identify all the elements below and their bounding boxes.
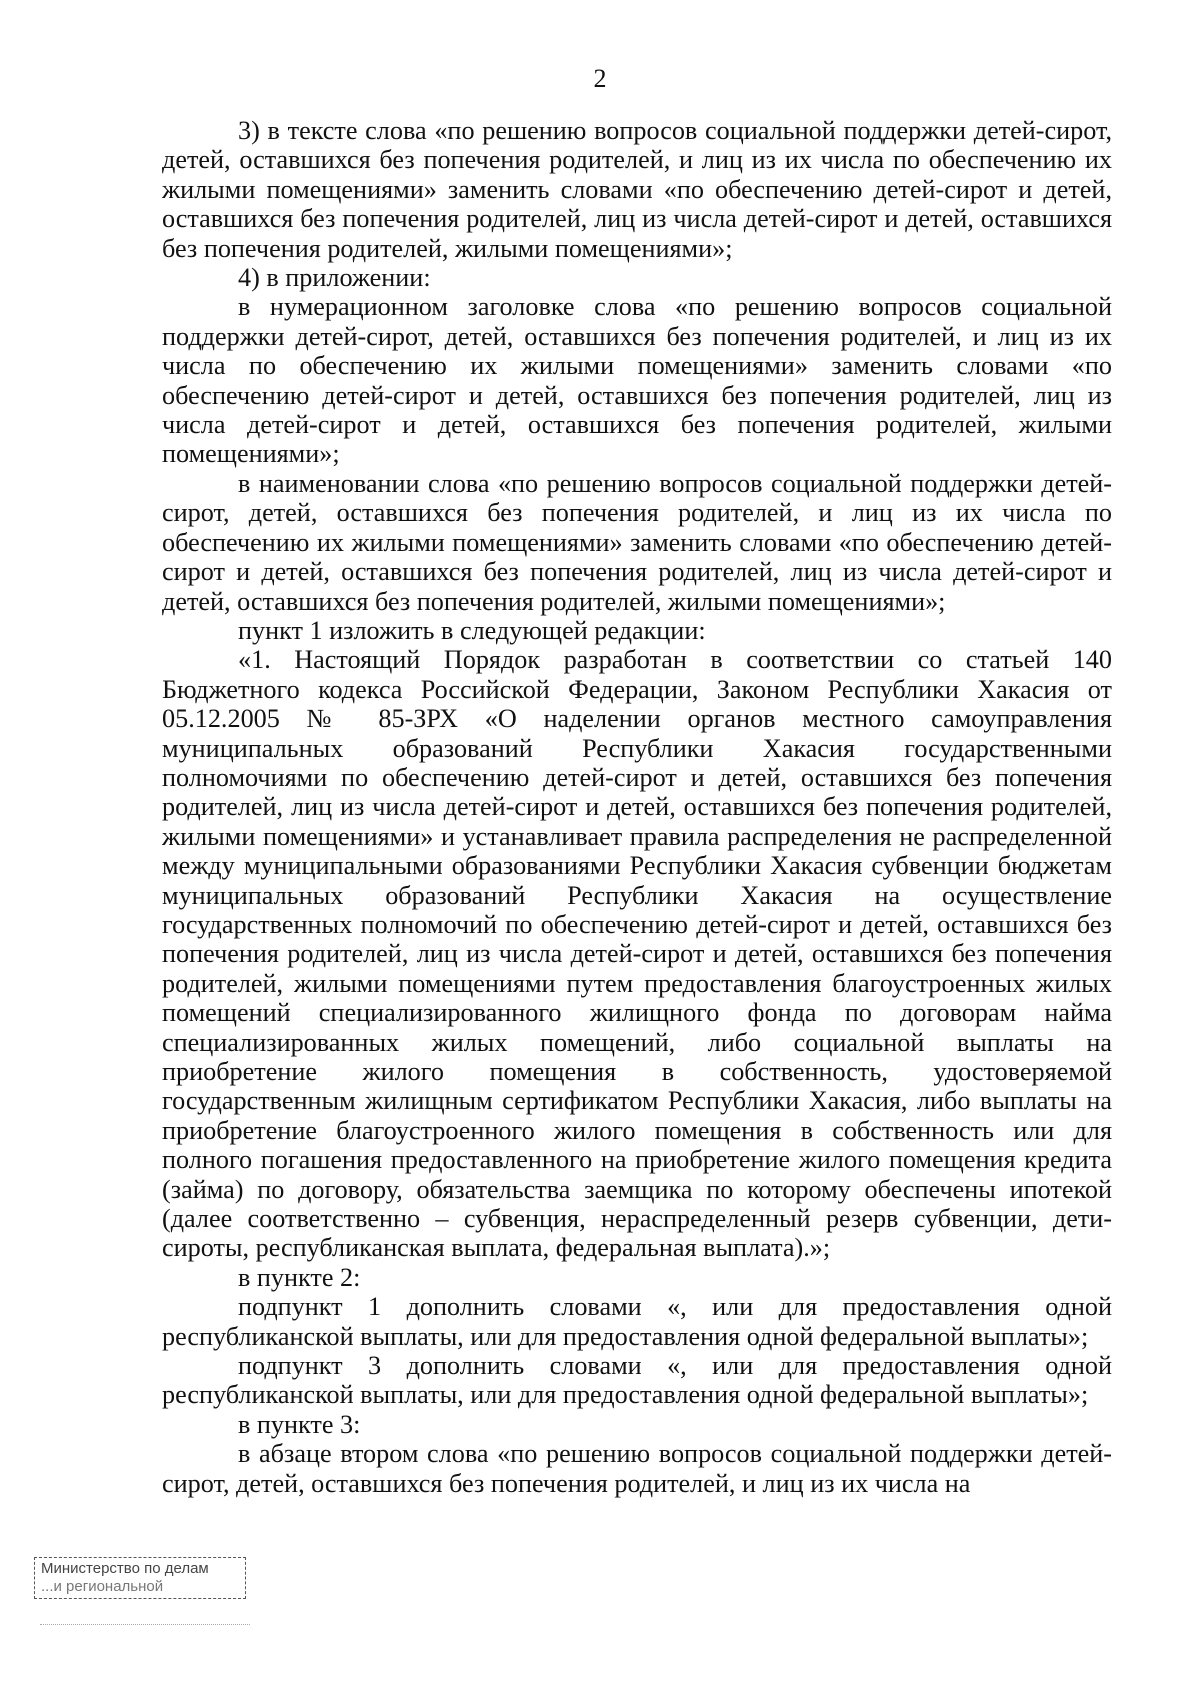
paragraph-numbering-heading: в нумерационном заголовке слова «по решению вопросов социальной поддержки детей-сирот, детей, оставшихся без попечения родителей, и лиц из их числа по обеспечению их жилыми помещениями» заменить словами «по обеспечению детей-сирот и детей, оставшихся без попечения родителей, лиц из числа детей-сирот и детей, оставшихся без попечения родителей, жилыми помещениями»; <box>162 292 1112 469</box>
paragraph-point-1-intro: пункт 1 изложить в следующей редакции: <box>238 615 706 645</box>
scan-artifact <box>40 1624 250 1629</box>
stamp-line-1: Министерство по делам <box>41 1560 209 1577</box>
registration-stamp <box>34 1557 246 1599</box>
paragraph-title: в наименовании слова «по решению вопросов социальной поддержки детей-сирот, детей, оставшихся без попечения родителей, и лиц из их числа по обеспечению их жилыми помещениями» заменить словами «по обеспечению детей-сирот и детей, оставшихся без попечения родителей, лиц из числа детей-сирот и детей, оставшихся без попечения родителей, жилыми помещениями»; <box>162 468 1112 616</box>
paragraph-subpoint-3: подпункт 3 дополнить словами «, или для предоставления одной республиканской выплаты, или для предоставления одной федеральной выплаты»; <box>162 1351 1112 1410</box>
paragraph-point-3-text: в абзаце втором слова «по решению вопросов социальной поддержки детей-сирот, детей, оставшихся без попечения родителей, и лиц из их числа на <box>162 1439 1112 1498</box>
page-number: 2 <box>593 64 607 93</box>
stamp-line-2: ...и региональной <box>41 1578 164 1595</box>
paragraph-point-1-text: «1. Настоящий Порядок разработан в соответствии со статьей 140 Бюджетного кодекса Российской Федерации, Законом Республики Хакасия от 05.12.2005 № 85-ЗРХ «О наделении органов местного самоуправления муниципальных образований Республики Хакасия государственными полномочиями по обеспечению детей-сирот и детей, оставшихся без попечения родителей, лиц из числа детей-сирот и детей, оставшихся без попечения родителей, жилыми помещениями» и устанавливает правила распределения не распределенной между муниципальными образованиями Республики Хакасия субвенции бюджетам муниципальных образований Республики Хакасия на осуществление государственных полномочий по обеспечению детей-сирот и детей, оставшихся без попечения родителей, лиц из числа детей-сирот и детей, оставшихся без попечения родителей, жилыми помещениями путем предоставления благоустроенных жилых помещений специализированного жилищного фонда по договорам найма специализированных жилых помещений, либо социальной выплаты на приобретение жилого помещения в собственность, удостоверяемой государственным жилищным сертификатом Республики Хакасия, либо выплаты на приобретение благоустроенного жилого помещения в собственность или для полного погашения предоставленного на приобретение жилого помещения кредита (займа) по договору, обязательства заемщика по которому обеспечены ипотекой (далее соответственно – субвенция, нераспределенный резерв субвенции, дети-сироты, республиканская выплата, федеральная выплата).»; <box>162 645 1112 1263</box>
paragraph-item-4: 4) в приложении: <box>238 263 431 293</box>
paragraph-point-2-intro: в пункте 2: <box>238 1262 361 1292</box>
paragraph-item-3: 3) в тексте слова «по решению вопросов социальной поддержки детей-сирот, детей, оставшихся без попечения родителей, и лиц из их числа по обеспечению их жилыми помещениями» заменить словами «по обеспечению детей-сирот и детей, оставшихся без попечения родителей, лиц из числа детей-сирот и детей, оставшихся без попечения родителей, жилыми помещениями»; <box>162 116 1112 263</box>
document-body <box>162 116 1112 1498</box>
paragraph-subpoint-1: подпункт 1 дополнить словами «, или для предоставления одной республиканской выплаты, или для предоставления одной федеральной выплаты»; <box>162 1292 1112 1351</box>
paragraph-point-3-intro: в пункте 3: <box>238 1409 361 1439</box>
